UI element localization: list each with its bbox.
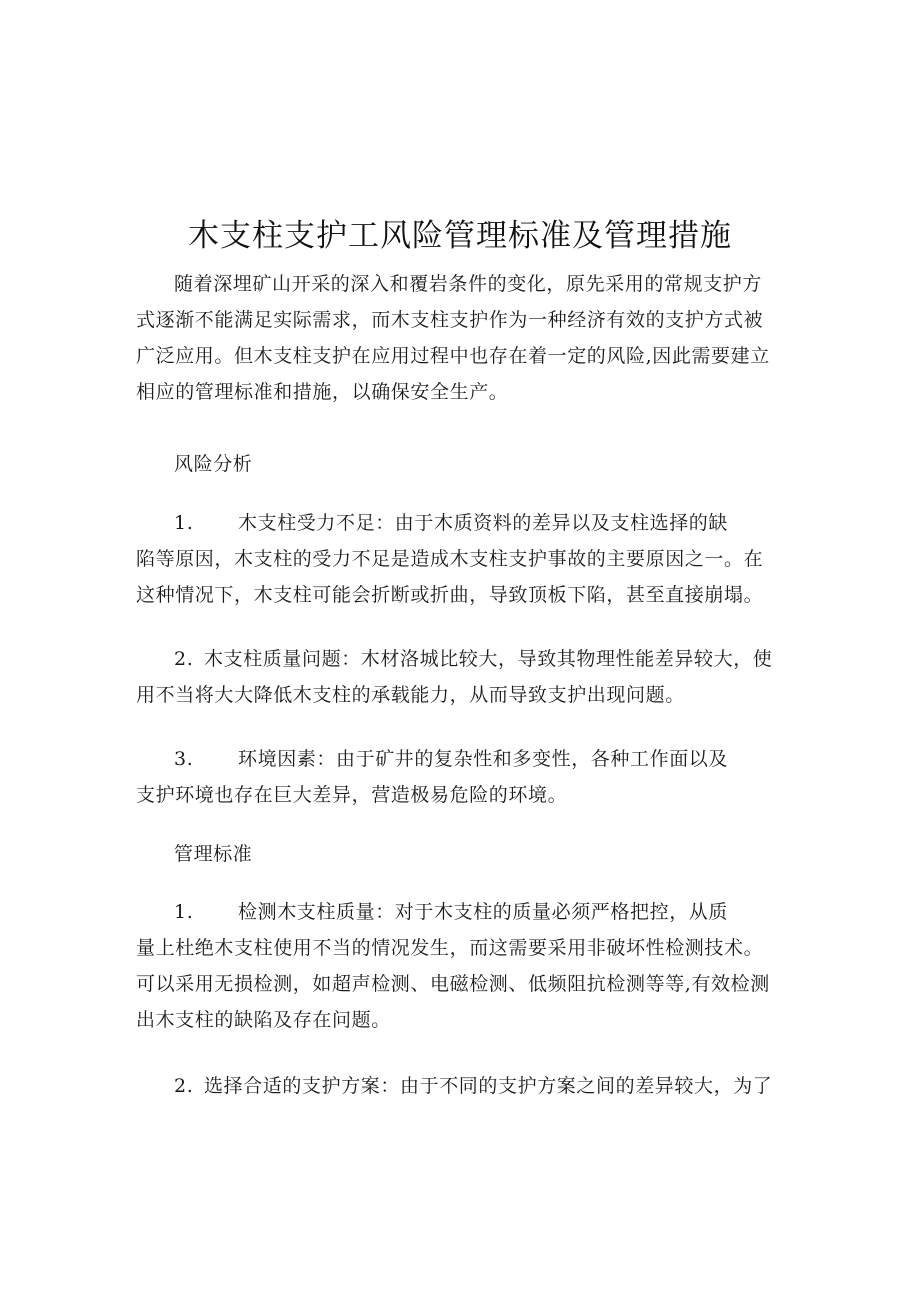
list-number: 2. [174, 1075, 194, 1097]
list-number: 1. [174, 512, 194, 534]
list-item-text: 陷等原因，木支柱的受力不足是造成木支柱支护事故的主要原因之一。在 [136, 548, 764, 570]
list-item-text: 量上杜绝木支柱使用不当的情况发生，而这需要采用非破坏性检测技术。 [136, 937, 764, 959]
standard-item [136, 1068, 796, 1104]
list-item-text: 木支柱受力不足：由于木质资料的差异以及支柱选择的缺 [238, 512, 729, 534]
list-item-text: 可以采用无损检测，如超声检测、电磁检测、低频阻抗检测等等,有效检测 [136, 973, 770, 995]
section-heading-management-standards: 管理标准 [174, 843, 253, 865]
list-item-text: 支护环境也存在巨大差异，营造极易危险的环境。 [136, 784, 568, 806]
standard-item-first-line [136, 894, 796, 930]
list-item-text: 木支柱质量问题：木材洛城比较大，导致其物理性能差异较大，使 [204, 648, 773, 670]
risk-item [136, 641, 796, 713]
intro-line: 随着深埋矿山开采的深入和覆岩条件的变化，原先采用的常规支护方 [174, 273, 763, 295]
standard-item [136, 894, 796, 1038]
list-number: 2. [174, 648, 194, 670]
list-number: 3. [174, 748, 194, 770]
risk-item [136, 741, 796, 813]
list-item-text: 这种情况下，木支柱可能会折断或折曲，导致顶板下陷，甚至直接崩塌。 [136, 584, 764, 606]
list-item-text: 选择合适的支护方案：由于不同的支护方案之间的差异较大，为了 [204, 1075, 773, 1097]
list-number: 1. [174, 901, 194, 923]
list-item-text: 出木支柱的缺陷及存在问题。 [136, 1009, 391, 1031]
standard-item-first-line [136, 1068, 796, 1104]
section-heading-risk-analysis: 风险分析 [174, 453, 253, 475]
risk-item-first-line [136, 641, 796, 677]
intro-paragraph [136, 266, 796, 410]
risk-item [136, 505, 796, 613]
intro-line: 广泛应用。但木支柱支护在应用过程中也存在着一定的风险,因此需要建立 [136, 345, 770, 367]
intro-line: 式逐渐不能满足实际需求，而木支柱支护作为一种经济有效的支护方式被 [136, 309, 764, 331]
list-item-text: 用不当将大大降低木支柱的承载能力，从而导致支护出现问题。 [136, 684, 685, 706]
list-item-text: 环境因素：由于矿井的复杂性和多变性，各种工作面以及 [238, 748, 729, 770]
risk-item-first-line [136, 741, 796, 777]
list-item-text: 检测木支柱质量：对于木支柱的质量必须严格把控，从质 [238, 901, 729, 923]
intro-line: 相应的管理标准和措施，以确保安全生产。 [136, 381, 509, 403]
document-title: 木支柱支护工风险管理标准及管理措施 [188, 218, 732, 254]
risk-item-first-line [136, 505, 796, 541]
